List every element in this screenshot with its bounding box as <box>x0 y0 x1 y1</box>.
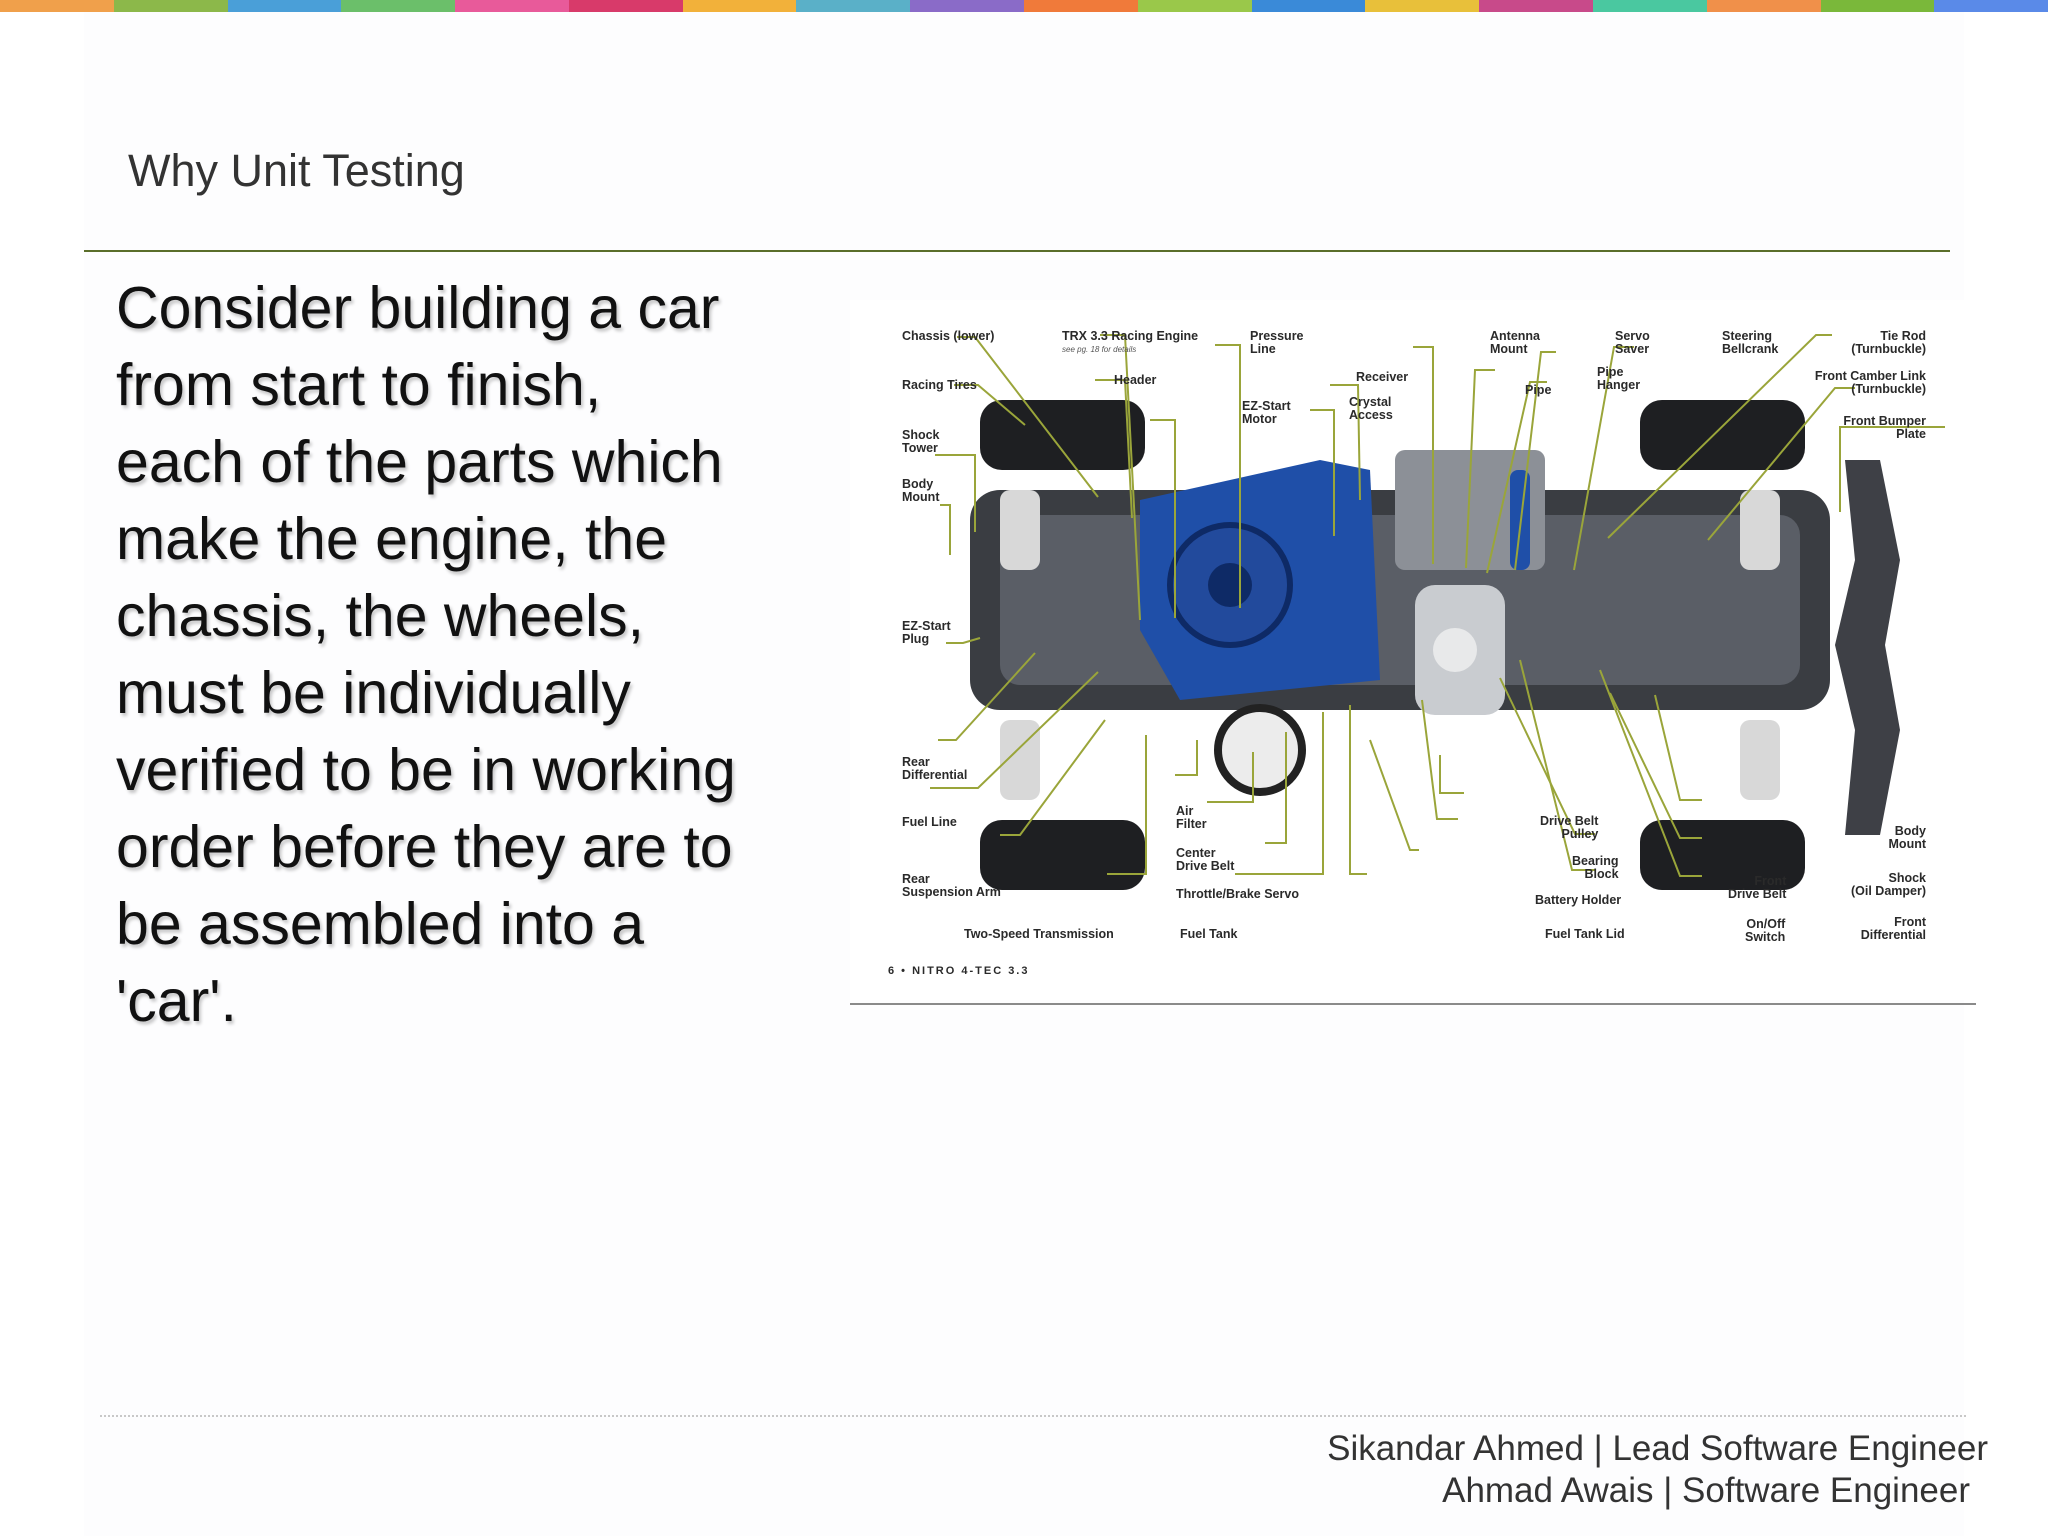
callout-air-filter: Air Filter <box>1176 804 1207 831</box>
stripe-segment <box>1707 0 1821 12</box>
callout-fuel-tank-lid: Fuel Tank Lid <box>1545 927 1625 941</box>
stripe-segment <box>228 0 342 12</box>
callout-front-camber-link: Front Camber Link (Turnbuckle) <box>1814 369 1926 396</box>
stripe-segment <box>341 0 455 12</box>
callout-body-mount-rear: Body Mount <box>902 477 940 504</box>
callout-trx-engine-note: see pg. 18 for details <box>1062 345 1137 354</box>
callout-servo-saver: Servo Saver <box>1615 329 1650 356</box>
callout-trx-engine <box>1062 330 1198 356</box>
callout-antenna-mount: Antenna Mount <box>1490 329 1540 356</box>
callout-fuel-line: Fuel Line <box>902 815 957 829</box>
callout-fuel-tank: Fuel Tank <box>1180 927 1238 941</box>
figure-caption: 6 • NITRO 4-TEC 3.3 <box>888 965 1030 977</box>
stripe-segment <box>1138 0 1252 12</box>
callout-ez-start-motor: EZ-Start Motor <box>1242 399 1291 426</box>
callout-crystal-access: Crystal Access <box>1349 395 1393 422</box>
stripe-segment <box>1593 0 1707 12</box>
body-line: make the engine, the <box>116 506 668 572</box>
body-line: each of the parts which <box>116 429 723 495</box>
fuel-tank-lid <box>1433 628 1477 672</box>
callout-pipe-hanger: Pipe Hanger <box>1597 365 1641 392</box>
stripe-segment <box>1365 0 1479 12</box>
front-bumper-plate <box>1835 460 1900 835</box>
callout-bearing-block: Bearing Block <box>1572 854 1619 881</box>
front-shock-right <box>1740 720 1780 800</box>
wheel-rear-left <box>980 400 1145 470</box>
stripe-segment <box>1024 0 1138 12</box>
callout-trx-engine-text: TRX 3.3 Racing Engine <box>1062 329 1199 343</box>
body-line: order before they are to <box>116 814 733 880</box>
callout-ez-start-plug: EZ-Start Plug <box>902 619 951 646</box>
callout-chassis-lower: Chassis (lower) <box>902 329 995 343</box>
wheel-front-left <box>1640 400 1805 470</box>
callout-pipe: Pipe <box>1525 383 1552 397</box>
body-line: be assembled into a <box>116 891 645 957</box>
leader-battery-holder <box>1370 740 1419 850</box>
stripe-segment <box>910 0 1024 12</box>
callout-rear-suspension-arm: Rear Suspension Arm <box>902 872 1001 899</box>
wheel-rear-right <box>980 820 1145 890</box>
leader-drive-belt-pulley <box>1440 755 1464 793</box>
callout-front-bumper-plate: Front Bumper Plate <box>1843 414 1926 441</box>
callout-front-drive-belt: Front Drive Belt <box>1728 874 1787 901</box>
body-line: verified to be in working <box>116 737 736 803</box>
callout-throttle-brake-servo: Throttle/Brake Servo <box>1176 887 1299 901</box>
callout-rear-differential: Rear Differential <box>902 755 968 782</box>
air-filter <box>1218 708 1302 792</box>
leader-air-filter <box>1175 740 1197 775</box>
stripe-segment <box>683 0 797 12</box>
body-line: must be individually <box>116 660 631 726</box>
callout-two-speed-transmission: Two-Speed Transmission <box>964 927 1114 941</box>
stripe-segment <box>1821 0 1935 12</box>
body-line: Consider building a car <box>116 275 720 341</box>
body-line: 'car'. <box>116 968 237 1034</box>
stripe-segment <box>569 0 683 12</box>
body-line: from start to finish, <box>116 352 602 418</box>
front-shock-left <box>1740 490 1780 570</box>
figure-divider <box>850 1003 1976 1005</box>
stripe-segment <box>455 0 569 12</box>
slide-body-text <box>116 270 816 1040</box>
callout-battery-holder: Battery Holder <box>1535 893 1622 907</box>
footer-line-1: Sikandar Ahmed | Lead Software Engineer <box>1327 1429 1988 1468</box>
stripe-segment <box>1252 0 1366 12</box>
callout-racing-tires: Racing Tires <box>902 378 977 392</box>
callout-steering-bellcrank: Steering Bellcrank <box>1722 329 1779 356</box>
leader-fuel-tank-lid <box>1350 705 1367 874</box>
callout-receiver: Receiver <box>1356 370 1409 384</box>
stripe-segment <box>1479 0 1593 12</box>
callout-header: Header <box>1114 373 1157 387</box>
stripe-segment <box>796 0 910 12</box>
footer-divider <box>100 1415 1966 1417</box>
footer-line-2: Ahmad Awais | Software Engineer <box>1442 1471 1970 1510</box>
callout-shock-tower: Shock Tower <box>902 428 940 455</box>
top-color-stripe <box>0 0 2048 12</box>
callout-pressure-line: Pressure Line <box>1250 329 1304 356</box>
leader-body-mount-rear <box>940 505 950 555</box>
leader-shock-tower <box>935 455 975 532</box>
stripe-segment <box>114 0 228 12</box>
slide-title: Why Unit Testing <box>128 145 465 196</box>
leader-body-mount-front <box>1655 695 1702 800</box>
title-divider <box>84 250 1950 252</box>
callout-on-off-switch: On/Off Switch <box>1745 917 1786 944</box>
engine-hub <box>1208 563 1252 607</box>
stripe-segment <box>1934 0 2048 12</box>
footer-credits <box>1327 1428 1988 1512</box>
callout-center-drive-belt: Center Drive Belt <box>1176 846 1235 873</box>
callout-drive-belt-pulley: Drive Belt Pulley <box>1540 814 1599 841</box>
callout-body-mount-front: Body Mount <box>1888 824 1926 851</box>
stripe-segment <box>0 0 114 12</box>
car-chassis-illustration <box>850 300 1976 1000</box>
callout-front-differential: Front Differential <box>1860 915 1926 942</box>
callout-tie-rod: Tie Rod (Turnbuckle) <box>1851 329 1926 356</box>
car-parts-diagram <box>850 300 1976 1000</box>
rear-shock-left <box>1000 490 1040 570</box>
body-line: chassis, the wheels, <box>116 583 644 649</box>
callout-shock-oil-damper: Shock (Oil Damper) <box>1850 871 1926 898</box>
